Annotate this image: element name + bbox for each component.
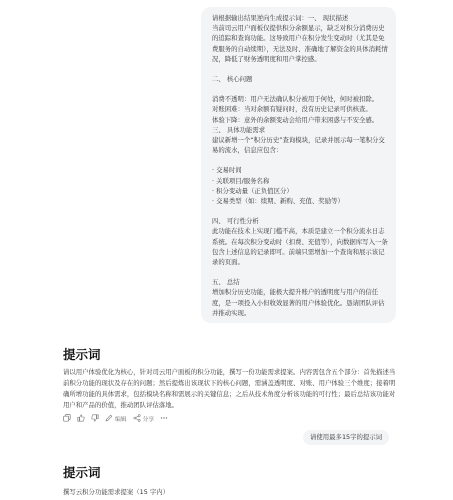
user-message-paragraph: 请根据输出结果逆向生成提示词：一、 现状描述 当前司云用户面板仅提供积分余额显示，缺乏对积分消费历史的追踪和查询功能。这导致用户在积分发生变动时（尤其是免费服务的自动续期），无法及时、准确地了解资金的具体消耗情况，降低了财务透明度和用户掌控感。 [212,14,388,63]
thumbs-up-icon[interactable] [77,414,85,422]
user-message-paragraph: · 交易时间 · 关联项目/服务名称 · 积分变动量（正负值区分） · 交易类型（如：续期、新购、充值、奖励等） [212,166,344,206]
follow-up-suggestion-chip[interactable]: 请使用最多15字的提示词 [303,430,389,445]
response-toolbar [63,413,168,423]
user-message-paragraph: 二、 核心问题 [212,75,253,84]
more-icon[interactable] [160,414,168,422]
share-label: 分享 [142,416,155,423]
edit-button[interactable] [105,414,127,423]
user-message-bubble [201,7,396,323]
user-message-paragraph: 五、 总结 增加积分历史功能，能极大提升账户的透明度与用户的信任度，是一项投入小但收效显著的用户体验优化。恳请团队评估并推动实现。 [212,278,385,317]
share-icon [133,414,141,422]
copy-icon[interactable] [63,414,71,422]
response-body: 撰写云积分功能需求提案（15 字内） [63,488,170,496]
thumbs-down-icon[interactable] [91,414,99,422]
user-message-paragraph: 四、 可行性分析 此功能在技术上实现门槛不高，本质是建立一个积分流水日志系统。在每次积分变动时（扣费、充值等），向数据库写入一条包含上述信息的记录即可。前端只需增加一个查询和展示该记录的页面。 [212,217,388,267]
response-title: 提示词 [63,465,101,480]
response-title: 提示词 [63,347,101,362]
share-button[interactable] [133,414,155,423]
user-message-paragraph: 消费不透明：用户无法确认积分被用于何处，何时被扣除。 对账困难：当对余额有疑问时，没有历史记录可供核查。 体验下降：意外的余额变动会给用户带来困惑与不安全感。 三、 具体功能需求 建议新增一个“积分历史”查询模块，记录并展示每一笔积分交易的流水，信息应包含： [212,95,385,155]
edit-label: 编辑 [115,416,127,423]
response-body: 请以用户体验优化为核心，针对司云用户面板的积分功能，撰写一份功能需求提案。内容需包含五个部分：首先描述当前积分功能的现状及存在的问题；然后提炼出该现状下的核心问题，需涵盖透明度、对账、用户体验三个维度；接着明确所增功能的具体需求，包括模块名称和需展示的关键信息；之后从技术角度分析该功能的可行性；最后总结该功能对用户和产品的价值，推动团队评估落地。 [63,368,396,409]
pencil-icon [105,414,113,422]
